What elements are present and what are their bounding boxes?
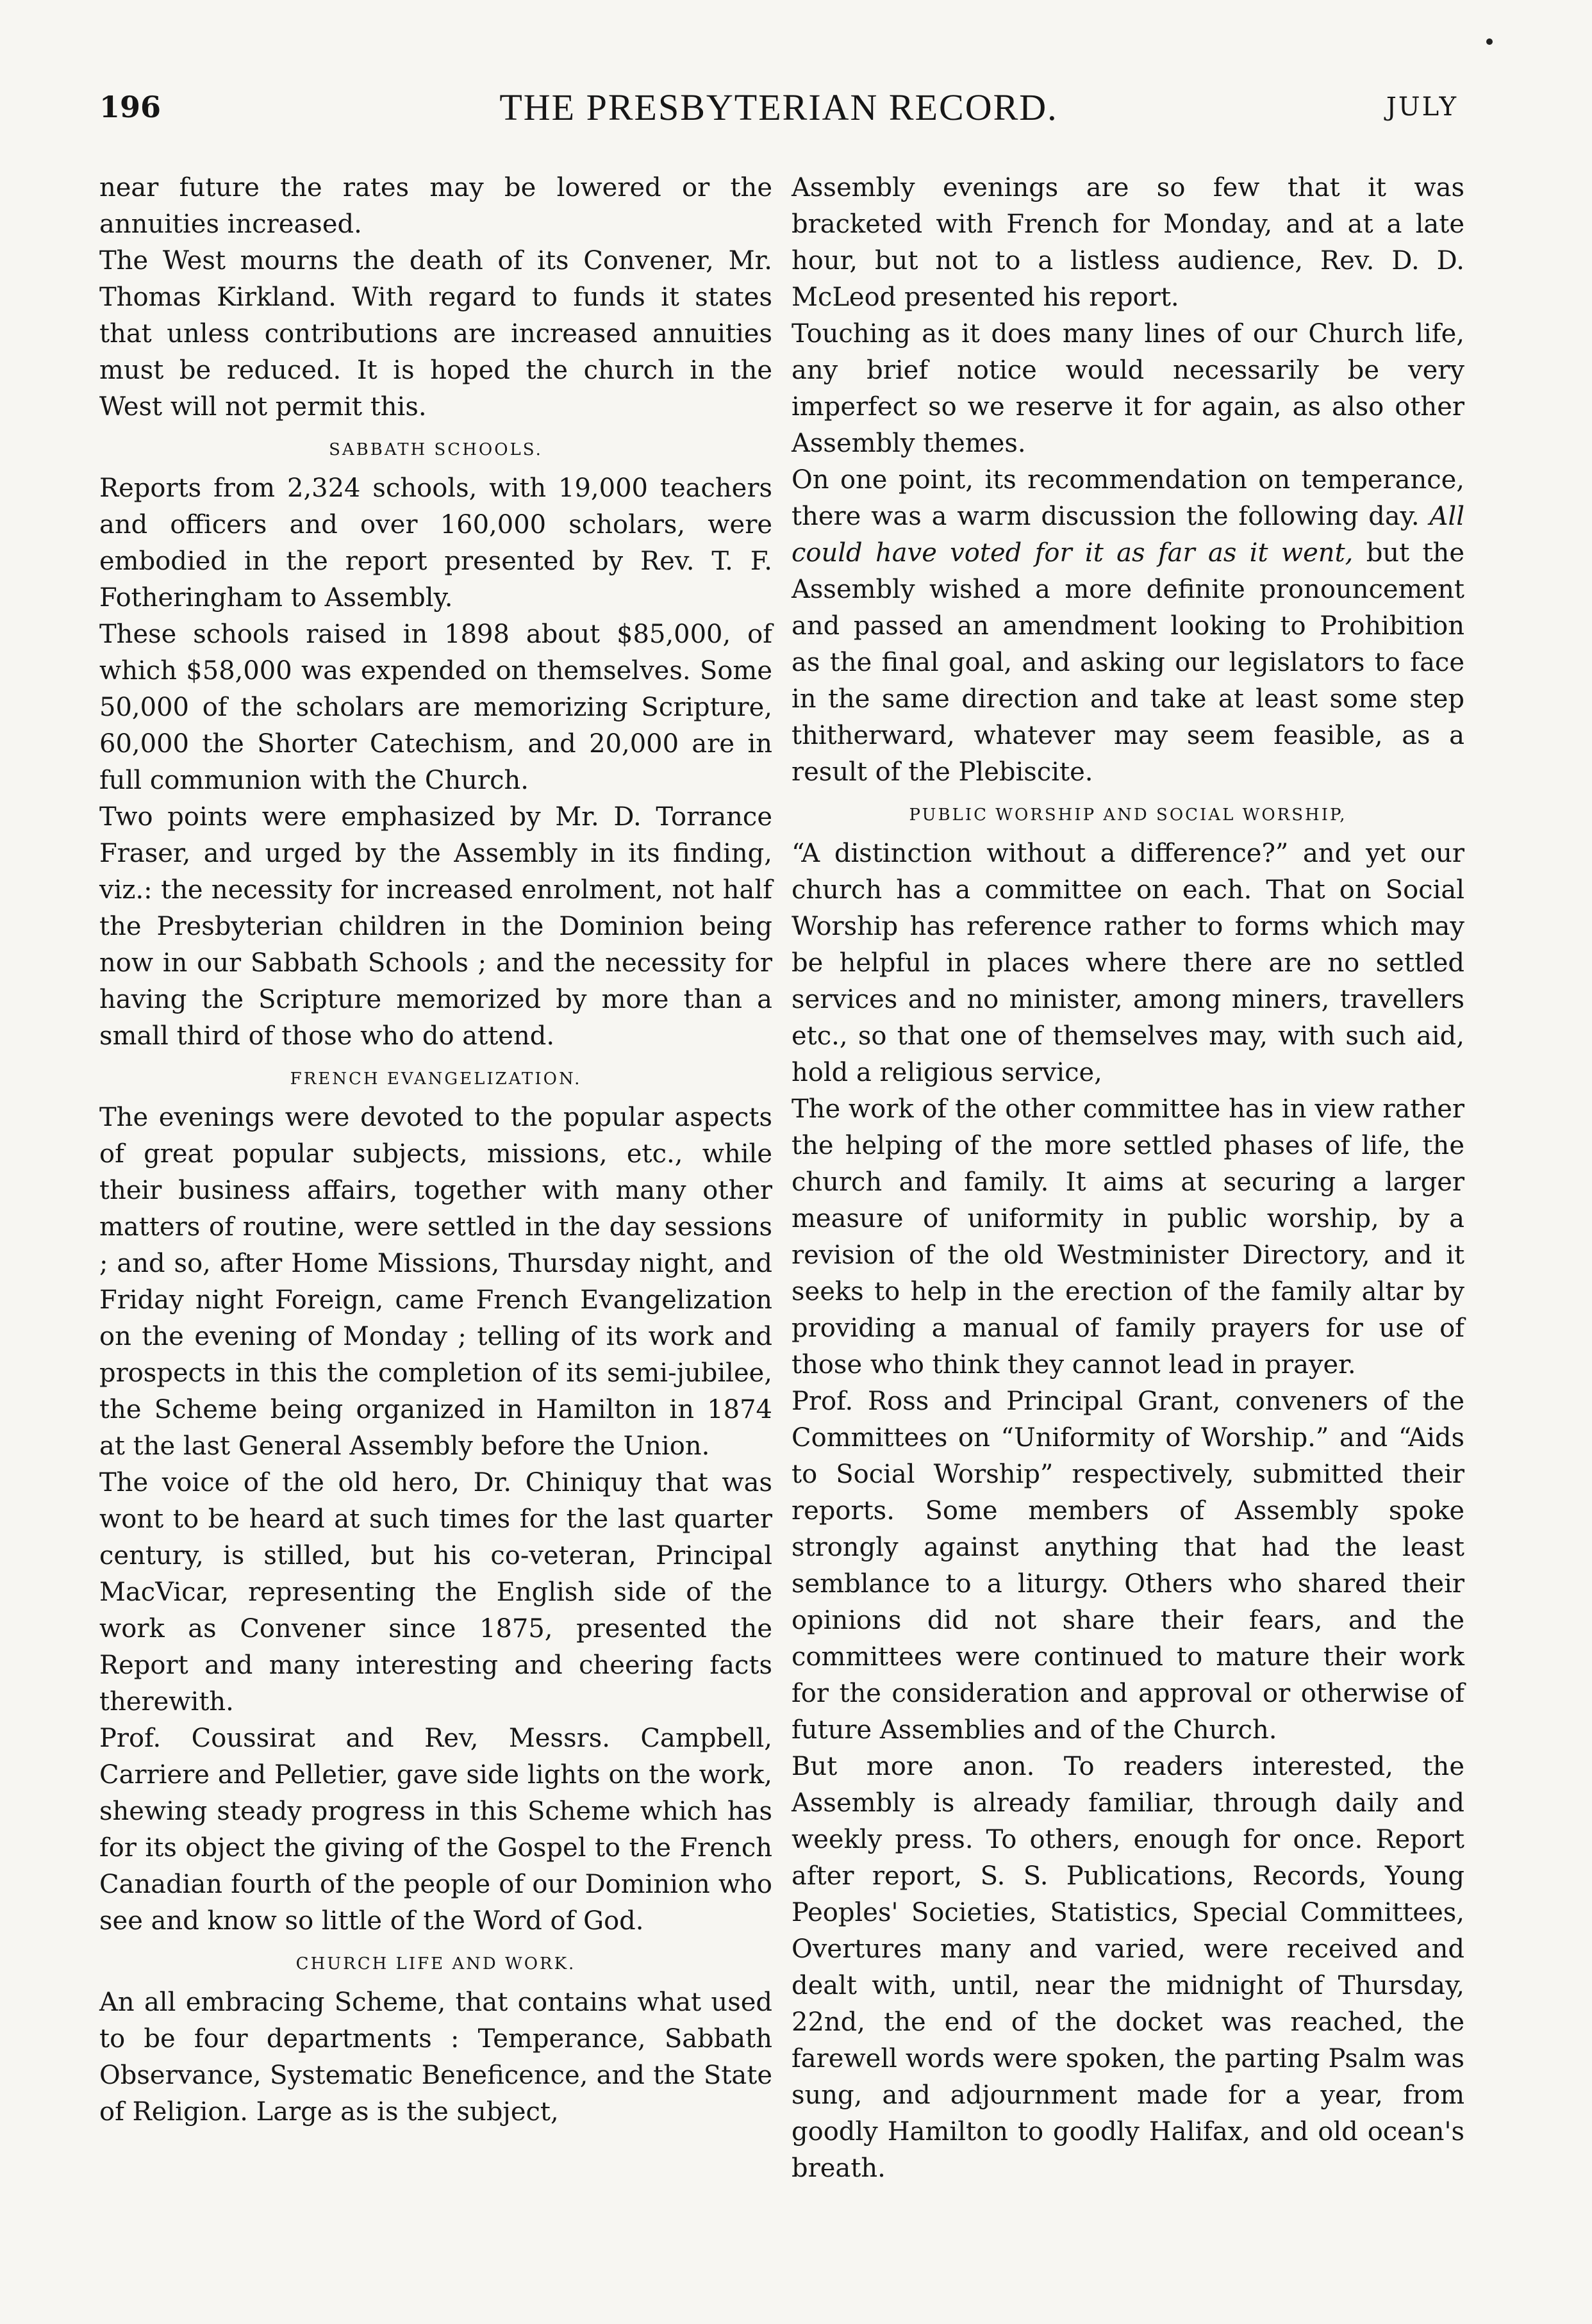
- right-column: [792, 170, 1464, 2187]
- paragraph: Assembly evenings are so few that it was bracketed with French for Monday, and at a late hour, but not to a listless audience, Rev. D. D. McLeod presented his report.: [792, 173, 1464, 312]
- paragraph: These schools raised in 1898 about $85,000, of which $58,000 was expended on themselves. Some 50,000 of the scholars are memorizing Scripture, 60,000 the Shorter Catechism, and 20,000 are in full communion with the Church.: [99, 620, 772, 795]
- paragraph: near future the rates may be lowered or the annuities increased.: [99, 173, 772, 239]
- paragraph: Prof. Coussirat and Rev, Messrs. Campbell, Carriere and Pelletier, gave side lights on the work, shewing steady progress in this Scheme which has for its object the giving of the Gospel to the French Canadian fourth of the people of our Dominion who see and know so little of the Word of God.: [99, 1724, 772, 1936]
- paragraph: Touching as it does many lines of our Church life, any brief notice would necessarily be very imperfect so we reserve it for again, as also other Assembly themes.: [792, 319, 1464, 458]
- paragraph: Two points were emphasized by Mr. D. Torrance Fraser, and urged by the Assembly in its finding, viz.: the necessity for increased enrolment, not half the Presbyterian children in the Dominion being now in our Sabbath Schools ; and the necessity for having the Scripture memorized by more than a small third of those who do attend.: [99, 802, 772, 1051]
- issue-month: JULY: [1386, 92, 1458, 122]
- paragraph: The work of the other committee has in view rather the helping of the more settled phases of life, the church and family. It aims at securing a larger measure of uniformity in public worship, by a revision of the old Westminister Directory, and it seeks to help in the erection of the family altar by providing a manual of family prayers for use of those who think they cannot lead in prayer.: [792, 1094, 1464, 1380]
- section-heading-french-evangelization: FRENCH EVANGELIZATION.: [290, 1069, 582, 1089]
- paragraph: An all embracing Scheme, that contains what used to be four departments : Temperance, Sabbath Observance, Systematic Beneficence, and the State of Religion. Large as is the subject,: [99, 1988, 772, 2127]
- text-run: On one point, its recommendation on temperance, there was a warm discussion the following day.: [792, 465, 1464, 531]
- paragraph: [792, 462, 1464, 791]
- section-heading-church-life: CHURCH LIFE AND WORK.: [295, 1954, 576, 1974]
- running-header: [99, 87, 1458, 141]
- paragraph: The voice of the old hero, Dr. Chiniquy that was wont to be heard at such times for the last quarter century, is stilled, but his co-veteran, Principal MacVicar, representing the English side of the work as Convener since 1875, presented the Report and many interesting and cheering facts therewith.: [99, 1468, 772, 1717]
- journal-title: THE PRESBYTERIAN RECORD.: [499, 87, 1058, 128]
- section-heading-sabbath-schools: SABBATH SCHOOLS.: [329, 440, 543, 459]
- page-number: 196: [99, 90, 162, 124]
- section-heading-public-worship: PUBLIC WORSHIP AND SOCIAL WORSHIP,: [909, 805, 1347, 825]
- paragraph: The West mourns the death of its Convener, Mr. Thomas Kirkland. With regard to funds it states that unless contributions are increased annuities must be reduced. It is hoped the church in the West will not permit this.: [99, 246, 772, 422]
- paragraph: Prof. Ross and Principal Grant, conveners of the Committees on “Uniformity of Worship.” and “Aids to Social Worship” respectively, submitted their reports. Some members of Assembly spoke strongly against anything that had the least semblance to a liturgy. Others who shared their opinions did not share their fears, and the committees were continued to mature their work for the consideration and approval or otherwise of future Assemblies and of the Church.: [792, 1387, 1464, 1745]
- paragraph: Reports from 2,324 schools, with 19,000 teachers and officers and over 160,000 scholars, were embodied in the report presented by Rev. T. F. Fotheringham to Assembly.: [99, 474, 772, 613]
- paragraph: “A distinction without a difference?” and yet our church has a committee on each. That on Social Worship has reference rather to forms which may be helpful in places where there are no settled services and no minister, among miners, travellers etc., so that one of themselves may, with such aid, hold a religious service,: [792, 839, 1464, 1087]
- text-run: but the Assembly wished a more definite pronouncement and passed an amendment looking to Prohibition as the final goal, and asking our legislators to face in the same direction and take at least some step thitherward, whatever may seem feasible, as a result of the Plebiscite.: [792, 538, 1464, 787]
- ink-speck: [1486, 38, 1493, 45]
- paragraph: The evenings were devoted to the popular aspects of great popular subjects, missions, etc., while their business affairs, together with many other matters of routine, were settled in the day sessions ; and so, after Home Missions, Thursday night, and Friday night Foreign, came French Evangelization on the evening of Monday ; telling of its work and prospects in this the completion of its semi-jubilee, the Scheme being organized in Hamilton in 1874 at the last General Assembly before the Union.: [99, 1103, 772, 1461]
- left-column: [99, 170, 772, 2130]
- paragraph: But more anon. To readers interested, the Assembly is already familiar, through daily and weekly press. To others, enough for once. Report after report, S. S. Publications, Records, Young Peoples' Societies, Statistics, Special Committees, Overtures many and varied, were received and dealt with, until, near the midnight of Thursday, 22nd, the end of the docket was reached, the farewell words were spoken, the parting Psalm was sung, and adjournment made for a year, from goodly Hamilton to goodly Halifax, and old ocean's breath.: [792, 1752, 1464, 2183]
- italic-text-run: All could have voted for it as far as it went,: [792, 502, 1464, 568]
